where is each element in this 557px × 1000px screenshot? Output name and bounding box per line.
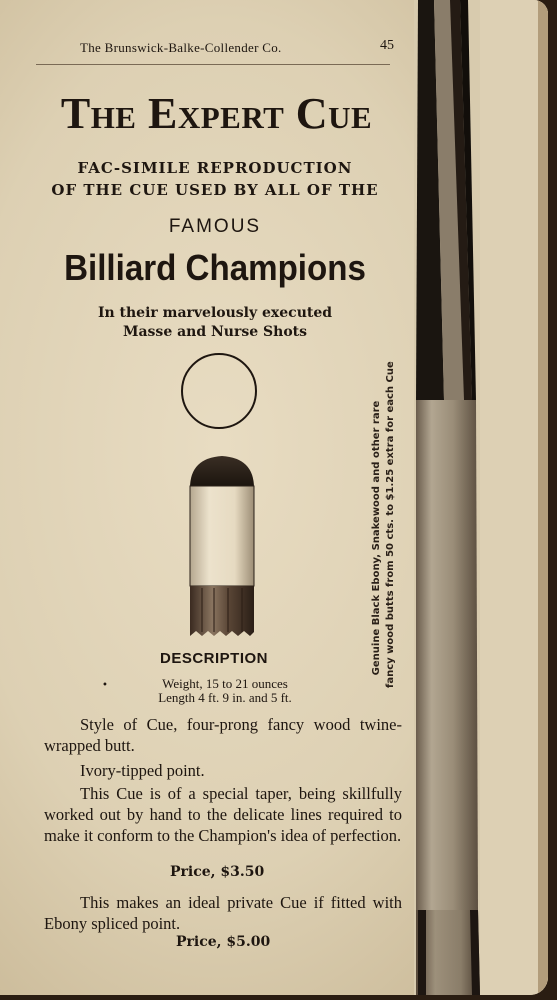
- full-cue-illustration: [414, 0, 548, 995]
- page-title: The Expert Cue: [60, 89, 373, 138]
- running-head: The Brunswick-Balke-Collender Co.: [80, 40, 282, 55]
- tagline-line-1: In their marvelously executed: [97, 305, 333, 321]
- price-ebony: Price, $5.00: [176, 934, 271, 950]
- weight-spec: Weight, 15 to 21 ounces: [162, 676, 288, 691]
- taper-paragraph: This Cue is of a special taper, being skillfully worked out by hand to the delicate lines required to make it conform to the Champion's idea of perfection.: [44, 784, 402, 845]
- ebony-paragraph: This makes an ideal private Cue if fitted with Ebony spliced point.: [44, 893, 402, 933]
- description-heading: DESCRIPTION: [160, 650, 269, 667]
- side-note-line-2: fancy wood butts from 50 cts. to $1.25 extra for each Cue: [385, 361, 396, 688]
- famous-label: FAMOUS: [168, 216, 262, 237]
- tagline-line-2: Masse and Nurse Shots: [122, 324, 308, 340]
- side-note-line-1: Genuine Black Ebony, Snakewood and other rare: [371, 400, 382, 676]
- cue-tip-illustration: [180, 450, 264, 646]
- cue-tip-end-view: [181, 353, 257, 429]
- bullet-mark: •: [102, 680, 108, 691]
- header-rule: [36, 64, 390, 65]
- length-spec: Length 4 ft. 9 in. and 5 ft.: [158, 690, 292, 705]
- subtitle-line-2: OF THE CUE USED BY ALL OF THE: [51, 181, 379, 199]
- page-number: 45: [380, 38, 394, 53]
- style-paragraph: Style of Cue, four-prong fancy wood twine-wrapped butt.: [44, 715, 402, 755]
- price-standard: Price, $3.50: [170, 864, 265, 880]
- side-note-vertical: [370, 361, 406, 688]
- subtitle-line-1: FAC-SIMILE REPRODUCTION: [77, 159, 353, 177]
- champions-heading: Billiard Champions: [64, 247, 366, 288]
- tip-paragraph: Ivory-tipped point.: [80, 761, 205, 780]
